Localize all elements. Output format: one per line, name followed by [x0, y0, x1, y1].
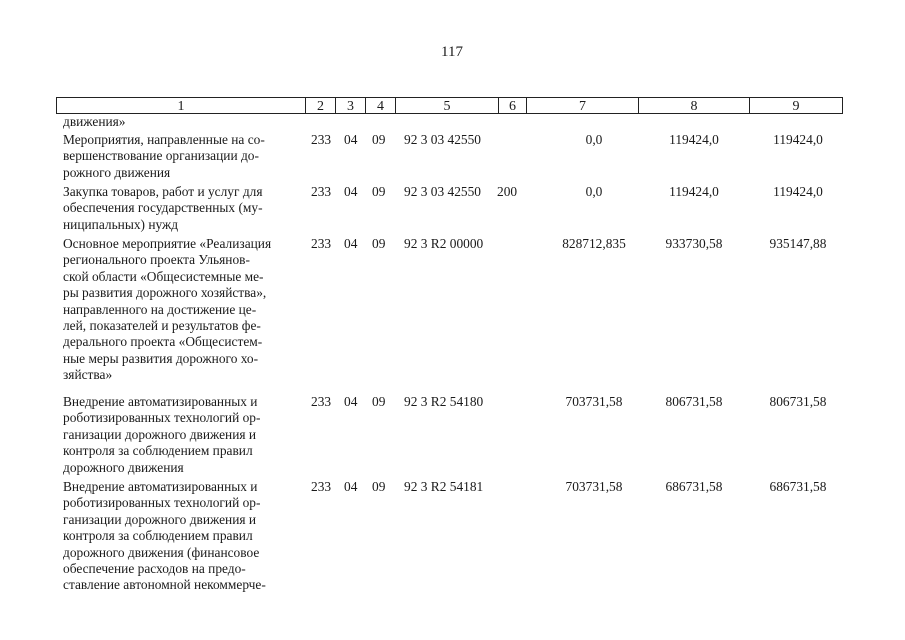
- row-description: Основное мероприятие «Реализация регионального проекта Ульянов- ской области «Общесистемные ме- ры развития дорожного хозяйства», направленного на достижение це- лей, показателей и результатов фе- дерального проекта «Общесистем- ные меры развития дорожного хо- зяйства»: [63, 236, 272, 383]
- grbs-code: 233: [311, 132, 332, 147]
- row-description: Мероприятия, направленные на со- вершенствование организации до- рожного движения: [63, 132, 265, 180]
- amount-col-7: 703731,58: [565, 394, 623, 409]
- grbs-code: 233: [311, 184, 332, 199]
- amount-col-7: 703731,58: [565, 479, 623, 494]
- amount-col-7: 828712,835: [562, 236, 626, 251]
- amount-col-8: 119424,0: [669, 132, 719, 147]
- amount-col-9: 686731,58: [769, 479, 827, 494]
- amount-col-7: 0,0: [585, 184, 603, 199]
- grbs-code: 233: [311, 236, 332, 251]
- subsection-code: 09: [372, 184, 386, 199]
- page-number: 117: [441, 44, 463, 60]
- row-description: Внедрение автоматизированных и роботизированных технологий ор- ганизации дорожного движения и контроля за соблюдением правил дорожного движения: [63, 394, 261, 475]
- section-code: 04: [344, 132, 358, 147]
- header-col-7: 7: [526, 97, 638, 114]
- target-article-code: 92 3 R2 00000: [404, 236, 484, 251]
- section-code: 04: [344, 394, 358, 409]
- amount-col-9: 806731,58: [769, 394, 827, 409]
- subsection-code: 09: [372, 132, 386, 147]
- amount-col-9: 119424,0: [773, 184, 823, 199]
- target-article-code: 92 3 R2 54181: [404, 479, 484, 494]
- target-article-code: 92 3 03 42550: [404, 132, 481, 147]
- header-col-5: 5: [395, 97, 498, 114]
- subsection-code: 09: [372, 236, 386, 251]
- header-col-2: 2: [305, 97, 335, 114]
- subsection-code: 09: [372, 479, 386, 494]
- row-description: Внедрение автоматизированных и роботизированных технологий ор- ганизации дорожного движения и контроля за соблюдением правил дорожного движения (финансовое обеспечение расходов на предо- ставление автономной некоммерче-: [63, 479, 266, 593]
- header-col-9: 9: [749, 97, 843, 114]
- grbs-code: 233: [311, 479, 332, 494]
- amount-col-8: 686731,58: [665, 479, 723, 494]
- amount-col-8: 806731,58: [665, 394, 723, 409]
- table-header: [56, 97, 843, 114]
- amount-col-9: 935147,88: [769, 236, 827, 251]
- amount-col-7: 0,0: [585, 132, 603, 147]
- amount-col-8: 119424,0: [669, 184, 719, 199]
- section-code: 04: [344, 479, 358, 494]
- continuation-text: движения»: [63, 114, 126, 129]
- header-col-6: 6: [498, 97, 526, 114]
- amount-col-8: 933730,58: [665, 236, 723, 251]
- header-col-4: 4: [365, 97, 395, 114]
- header-col-1: 1: [56, 97, 305, 114]
- target-article-code: 92 3 03 42550: [404, 184, 481, 199]
- subsection-code: 09: [372, 394, 386, 409]
- section-code: 04: [344, 236, 358, 251]
- grbs-code: 233: [311, 394, 332, 409]
- header-col-8: 8: [638, 97, 749, 114]
- row-description: Закупка товаров, работ и услуг для обеспечения государственных (му- ниципальных) нужд: [63, 184, 263, 232]
- header-col-3: 3: [335, 97, 365, 114]
- section-code: 04: [344, 184, 358, 199]
- target-article-code: 92 3 R2 54180: [404, 394, 484, 409]
- expense-type-code: 200: [497, 184, 518, 199]
- amount-col-9: 119424,0: [773, 132, 823, 147]
